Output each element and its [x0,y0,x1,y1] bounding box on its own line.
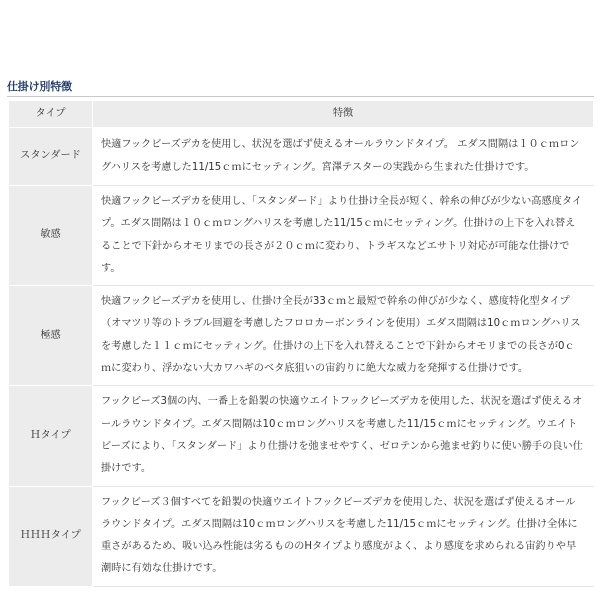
type-cell: Ｈタイプ [9,386,93,486]
table-header-row [9,101,594,128]
description-cell: フックビーズ3個の内、一番上を鉛製の快適ウエイトフックビーズデカを使用した、状況を選ばず使えるオールラウンドタイプ。エダス間隔は10ｃｍロングハリスを考慮した11/15ｃｍにセッティング。ウエイトビーズにより、「スタンダード」より仕掛けを弛ませやすく、ゼロテンから弛ませ釣りに使い勝手の良い仕掛けです。 [93,386,594,486]
type-cell: ＨＨＨタイプ [9,486,93,586]
section-title: 仕掛け別特徴 [7,80,72,93]
features-table [8,100,594,587]
description-cell: フックビーズ３個すべてを鉛製の快適ウエイトフックビーズデカを使用した、状況を選ばず使えるオールラウンドタイプ。エダス間隔は10ｃｍロングハリスを考慮した11/15ｃｍにセッティング。仕掛け全体に重さがあるため、吸い込み性能は劣るもののHタイプより感度がよく、より感度を求められる宙釣りや早潮時に有効な仕掛けです。 [93,486,594,586]
table-row [9,128,594,186]
table-row [9,386,594,486]
description-cell: 快適フックビーズデカを使用し、状況を選ばず使えるオールラウンドタイプ。 エダス間隔は１０ｃｍロングハリスを考慮した11/15ｃｍにセッティング。宮澤テスターの実践から生まれた仕掛けです。 [93,128,594,186]
table-row [9,286,594,386]
table-row [9,186,594,286]
description-cell: 快適フックビーズデカを使用し、仕掛け全長が33ｃｍと最短で幹糸の伸びが少なく、感度特化型タイプ（オマツリ等のトラブル回避を考慮したフロロカーボンラインを使用）エダス間隔は10ｃｍロングハリスを考慮した１１ｃｍにセッティング。仕掛けの上下を入れ替えることで下針からオモリまでの長さが0ｃｍに変わり、浮かない大カワハギのベタ底狙いの宙釣りに絶大な威力を発揮する仕掛けです。 [93,286,594,386]
table-row [9,486,594,586]
type-cell: 極感 [9,286,93,386]
header-type: タイプ [9,101,93,128]
type-cell: スタンダード [9,128,93,186]
header-features: 特徴 [93,101,594,128]
type-cell: 敏感 [9,186,93,286]
description-cell: 快適フックビーズデカを使用し、「スタンダード」より仕掛け全長が短く、幹糸の伸びが少ない高感度タイプ。エダス間隔は１０ｃｍロングハリスを考慮した11/15ｃｍにセッティング。仕掛けの上下を入れ替えることで下針からオモリまでの長さが２０ｃｍに変わり、トラギスなどエサトリ対応が可能な仕掛けです。 [93,186,594,286]
title-divider [7,96,594,97]
